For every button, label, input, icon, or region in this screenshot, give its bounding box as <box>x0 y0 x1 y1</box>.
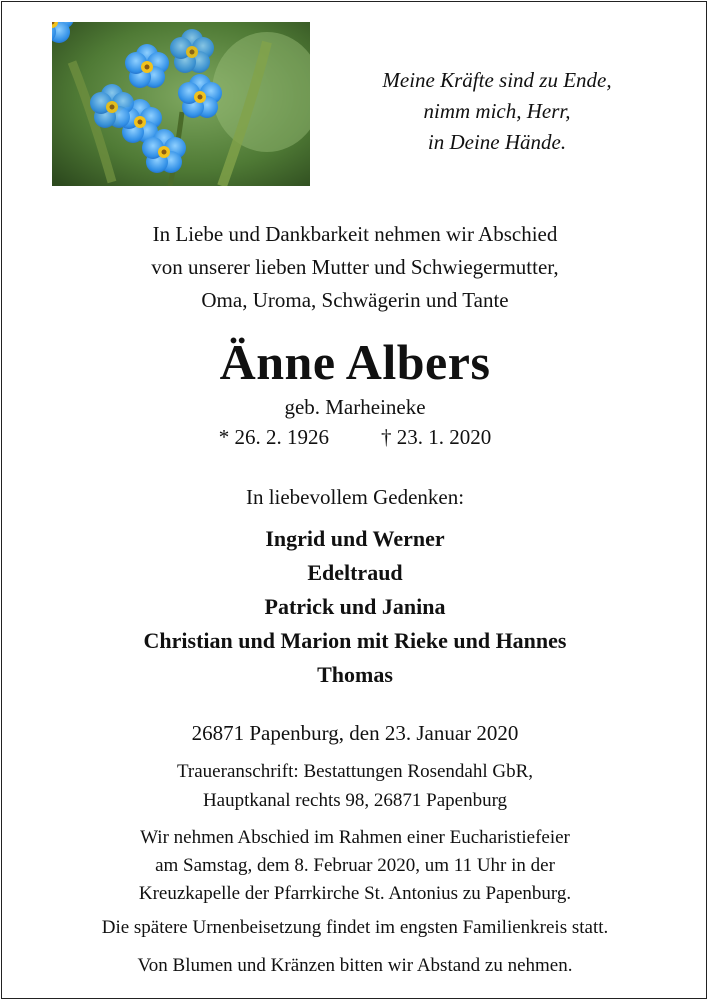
service-line: Kreuzkapelle der Pfarrkirche St. Antonius zu Papenburg. <box>138 883 572 904</box>
intro-line: von unserer lieben Mutter und Schwiegermutter, <box>151 255 559 279</box>
poem-line: Meine Kräfte sind zu Ende, <box>382 68 612 92</box>
life-dates <box>2 422 708 452</box>
family-list <box>2 522 708 692</box>
service-line: am Samstag, dem 8. Februar 2020, um 11 Uhr in der <box>155 855 555 876</box>
forget-me-not-photo <box>52 22 310 186</box>
family-member: Thomas <box>317 662 393 687</box>
intro-line: In Liebe und Dankbarkeit nehmen wir Abschied <box>152 222 558 246</box>
family-member: Patrick und Janina <box>264 594 446 619</box>
birth-name: geb. Marheineke <box>284 395 426 419</box>
intro-line: Oma, Uroma, Schwägerin und Tante <box>201 288 509 312</box>
intro-text <box>2 218 708 317</box>
mourning-address <box>2 757 708 815</box>
poem-line: nimm mich, Herr, <box>423 99 571 123</box>
flowers-note: Von Blumen und Kränzen bitten wir Abstand zu nehmen. <box>137 955 573 976</box>
service-line: Wir nehmen Abschied im Rahmen einer Eucharistiefeier <box>140 827 570 848</box>
birth-date: * 26. 2. 1926 <box>218 425 329 449</box>
poem <box>332 65 662 158</box>
service-info <box>2 824 708 908</box>
poem-line: in Deine Hände. <box>427 130 567 154</box>
obituary-notice <box>1 1 707 999</box>
memory-line: In liebevollem Gedenken: <box>245 485 465 509</box>
urn-note: Die spätere Urnenbeisetzung findet im engsten Familienkreis statt. <box>101 917 609 938</box>
family-member: Christian und Marion mit Rieke und Hannes <box>143 628 567 653</box>
address-line: Hauptkanal rechts 98, 26871 Papenburg <box>202 790 508 811</box>
deceased-name: Änne Albers <box>219 334 491 390</box>
death-date: † 23. 1. 2020 <box>381 425 492 449</box>
address-line: Traueranschrift: Bestattungen Rosendahl GbR, <box>176 761 534 782</box>
family-member: Ingrid und Werner <box>265 526 445 551</box>
place-date: 26871 Papenburg, den 23. Januar 2020 <box>191 721 519 745</box>
flower-image <box>52 22 310 186</box>
family-member: Edeltraud <box>307 560 403 585</box>
